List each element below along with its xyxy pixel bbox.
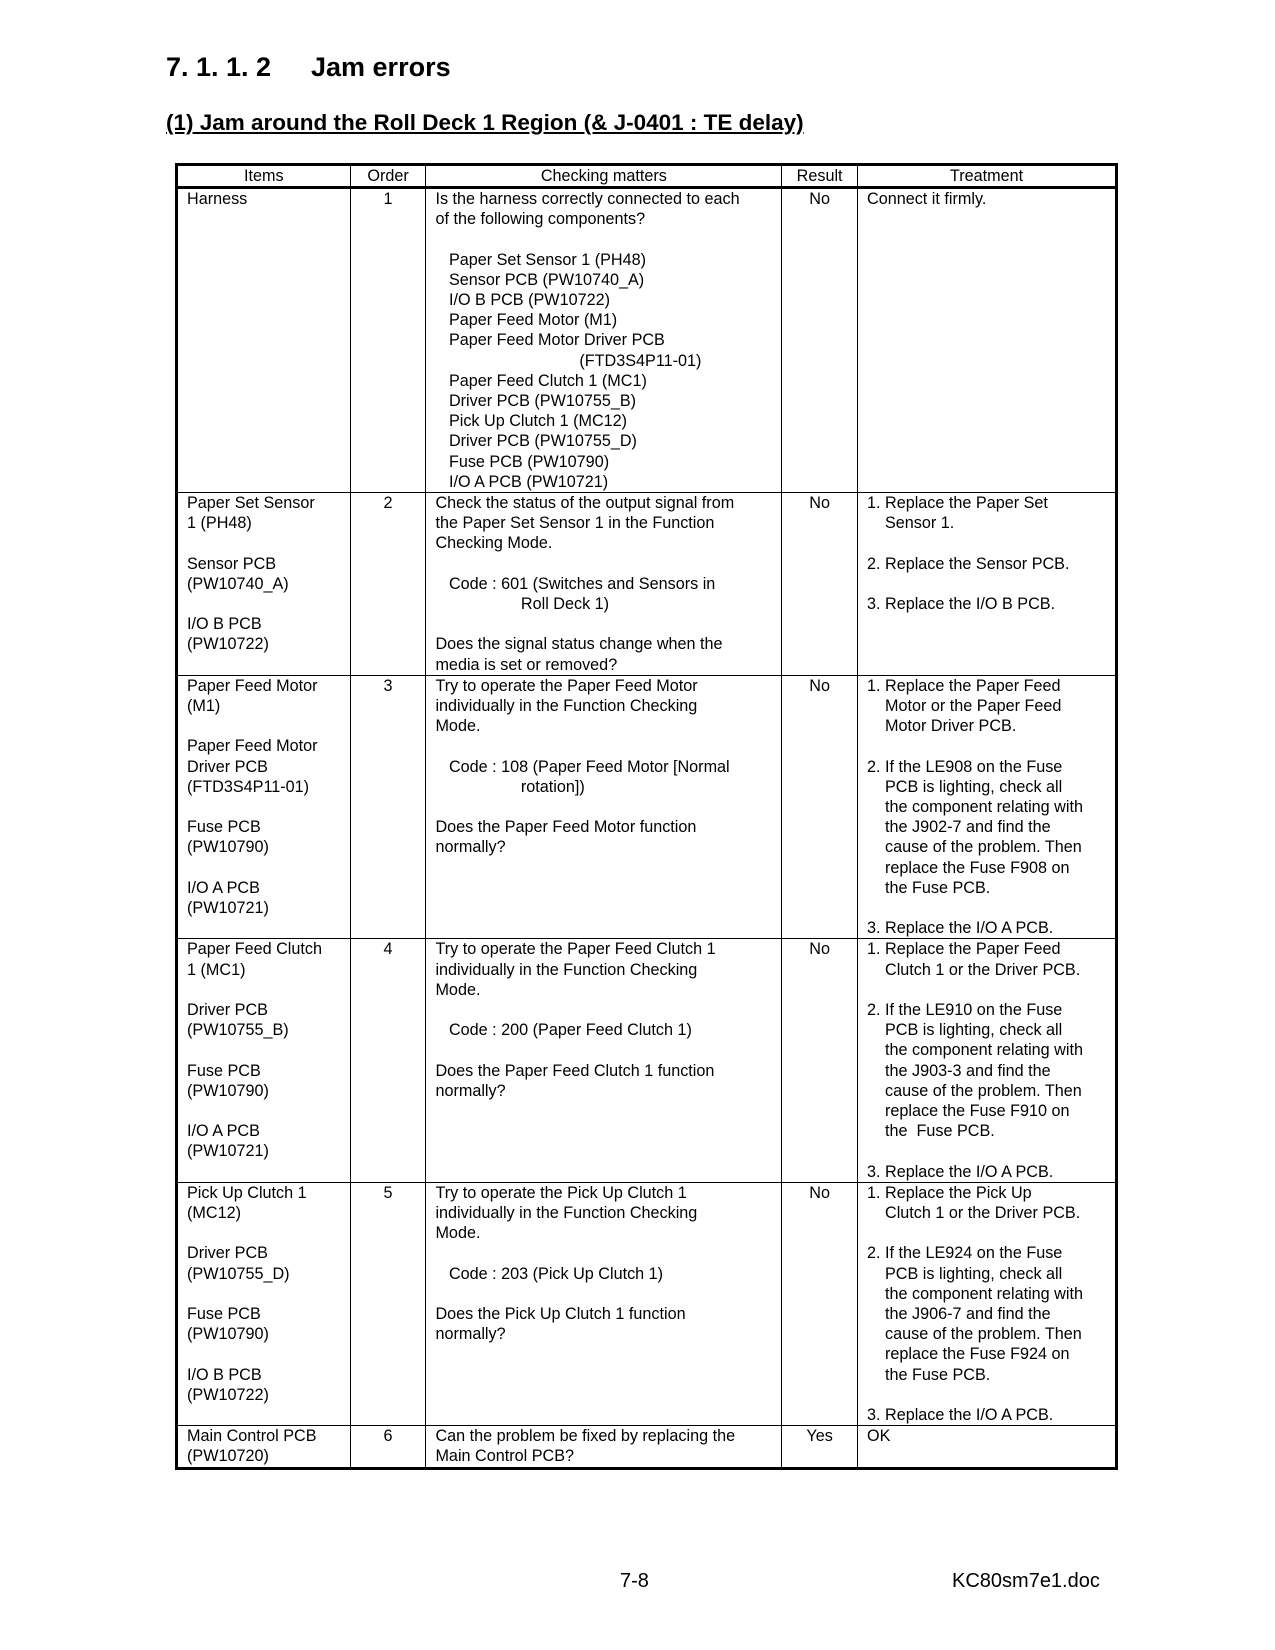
treatment-cell-line — [867, 574, 1106, 594]
treatment-cell-line: the J903-3 and find the — [867, 1061, 1051, 1080]
items-cell-line: I/O A PCB — [187, 1122, 260, 1141]
checking-matters-cell-line: Code : 601 (Switches and Sensors in — [435, 574, 716, 593]
items-cell-line: Harness — [187, 190, 248, 208]
treatment-cell — [858, 939, 1117, 1182]
items-cell-line: 1 (MC1) — [187, 960, 246, 979]
items-cell — [177, 675, 351, 939]
items-cell-line: Paper Feed Motor — [187, 676, 318, 695]
checking-matters-cell-line: normally? — [435, 1325, 506, 1344]
treatment-cell-line: cause of the problem. Then — [867, 1081, 1082, 1100]
items-cell-line: (PW10721) — [187, 1142, 269, 1161]
treatment-cell-line: cause of the problem. Then — [867, 838, 1082, 857]
order-cell: 1 — [350, 188, 426, 493]
checking-matters-cell-line: (FTD3S4P11-01) — [435, 351, 702, 370]
checking-matters-cell-line: Pick Up Clutch 1 (MC12) — [435, 412, 628, 431]
checking-matters-cell-line: Paper Set Sensor 1 (PH48) — [435, 250, 646, 269]
checking-matters-cell-line: the Paper Set Sensor 1 in the Function — [435, 514, 715, 533]
checking-matters-cell-line: of the following components? — [435, 210, 646, 229]
items-cell-line: Paper Feed Motor — [187, 737, 318, 756]
checking-matters-cell-line: Driver PCB (PW10755_D) — [435, 432, 637, 451]
table-row — [177, 939, 1117, 1182]
treatment-cell-line: Sensor 1. — [867, 514, 955, 533]
checking-matters-cell-line: individually in the Function Checking — [435, 960, 698, 979]
table-row — [177, 493, 1117, 676]
checking-matters-cell — [426, 188, 782, 493]
checking-matters-cell-line — [435, 1040, 772, 1060]
treatment-cell-line: 2. If the LE910 on the Fuse — [867, 1001, 1063, 1020]
checking-matters-cell-line: Does the Paper Feed Motor function — [435, 818, 697, 837]
checking-matters-cell-line — [435, 736, 772, 756]
items-cell — [177, 939, 351, 1182]
checking-matters-cell-line: Can the problem be fixed by replacing the — [435, 1427, 736, 1446]
order-cell: 5 — [350, 1182, 426, 1425]
treatment-cell-line: 1. Replace the Paper Feed — [867, 676, 1061, 695]
treatment-cell-line: the Fuse PCB. — [867, 878, 991, 897]
items-cell-line: (M1) — [187, 697, 221, 716]
checking-matters-cell-line: Code : 108 (Paper Feed Motor [Normal — [435, 757, 730, 776]
checking-matters-cell-line — [435, 1000, 772, 1020]
table-row — [177, 188, 1117, 493]
treatment-cell-line: 3. Replace the I/O A PCB. — [867, 1162, 1054, 1181]
result-cell: No — [782, 675, 858, 939]
checking-matters-cell-line: Sensor PCB (PW10740_A) — [435, 270, 645, 289]
items-cell-line: I/O B PCB — [187, 615, 262, 634]
treatment-cell — [858, 675, 1117, 939]
items-cell-line: (PW10790) — [187, 838, 269, 857]
checking-matters-cell-line — [435, 797, 772, 817]
result-cell: No — [782, 1182, 858, 1425]
items-cell-line — [187, 1284, 341, 1304]
items-cell-line — [187, 594, 341, 614]
table-body — [177, 188, 1117, 1469]
treatment-cell-line: Clutch 1 or the Driver PCB. — [867, 1204, 1081, 1223]
items-cell-line: I/O A PCB — [187, 878, 260, 897]
checking-matters-cell-line: Roll Deck 1) — [435, 595, 610, 614]
checking-matters-cell-line: Does the Paper Feed Clutch 1 function — [435, 1061, 715, 1080]
items-cell-line — [187, 1223, 341, 1243]
checking-matters-cell — [426, 493, 782, 676]
table-row — [177, 675, 1117, 939]
items-cell-line: Fuse PCB — [187, 818, 261, 837]
items-cell-line — [187, 1344, 341, 1364]
checking-matters-cell-line — [435, 614, 772, 634]
items-cell-line: Driver PCB — [187, 1001, 268, 1020]
checking-matters-cell-line: Code : 200 (Paper Feed Clutch 1) — [435, 1021, 692, 1040]
treatment-cell-line: the component relating with — [867, 1284, 1083, 1303]
checking-matters-cell — [426, 675, 782, 939]
order-cell: 6 — [350, 1426, 426, 1468]
table-row — [177, 1182, 1117, 1425]
items-cell-line — [187, 1040, 341, 1060]
treatment-cell-line: 3. Replace the I/O A PCB. — [867, 1406, 1054, 1425]
checking-matters-cell-line: Fuse PCB (PW10790) — [435, 452, 610, 471]
items-cell-line: Paper Feed Clutch — [187, 940, 322, 959]
checking-matters-cell-line: Checking Mode. — [435, 534, 553, 553]
items-cell-line — [187, 858, 341, 878]
treatment-cell-line: replace the Fuse F910 on — [867, 1102, 1070, 1121]
treatment-cell-line: Motor or the Paper Feed — [867, 697, 1062, 716]
order-cell: 4 — [350, 939, 426, 1182]
treatment-cell-line — [867, 1223, 1106, 1243]
items-cell-line: (MC12) — [187, 1204, 241, 1223]
order-cell: 2 — [350, 493, 426, 676]
checking-matters-cell-line: normally? — [435, 838, 506, 857]
subsection-title: (1) Jam around the Roll Deck 1 Region (& J-0401 : TE delay) — [166, 110, 804, 135]
checking-matters-cell — [426, 1426, 782, 1468]
checking-matters-cell-line: Code : 203 (Pick Up Clutch 1) — [435, 1264, 664, 1283]
checking-matters-cell — [426, 939, 782, 1182]
checking-matters-cell-line: I/O B PCB (PW10722) — [435, 291, 610, 309]
items-cell-line: 1 (PH48) — [187, 514, 252, 533]
items-cell-line: (PW10721) — [187, 899, 269, 918]
treatment-cell-line: the Fuse PCB. — [867, 1122, 995, 1141]
items-cell-line — [187, 533, 341, 553]
treatment-cell-line — [867, 980, 1106, 1000]
treatment-cell-line: replace the Fuse F924 on — [867, 1345, 1070, 1364]
items-cell-line: Driver PCB — [187, 757, 268, 776]
checking-matters-cell-line: Does the Pick Up Clutch 1 function — [435, 1305, 686, 1324]
items-cell-line: Pick Up Clutch 1 — [187, 1183, 307, 1202]
checking-matters-cell-line: rotation]) — [435, 777, 585, 796]
result-cell: Yes — [782, 1426, 858, 1468]
checking-matters-cell-line: Driver PCB (PW10755_B) — [435, 392, 637, 411]
checking-matters-cell-line: Mode. — [435, 717, 481, 736]
treatment-cell-line: 1. Replace the Paper Feed — [867, 940, 1061, 959]
items-cell-line: (PW10755_B) — [187, 1021, 289, 1040]
treatment-cell — [858, 1426, 1117, 1468]
treatment-cell-line: Connect it firmly. — [867, 190, 987, 208]
treatment-cell — [858, 188, 1117, 493]
items-cell-line: (PW10722) — [187, 635, 269, 654]
treatment-cell-line: the component relating with — [867, 1041, 1083, 1060]
treatment-cell-line: PCB is lighting, check all — [867, 1264, 1063, 1283]
items-cell-line: (PW10740_A) — [187, 574, 289, 593]
result-cell: No — [782, 493, 858, 676]
items-cell-line: Main Control PCB — [187, 1427, 317, 1446]
checking-matters-cell-line: Try to operate the Paper Feed Motor — [435, 676, 698, 695]
items-cell-line: (PW10790) — [187, 1325, 269, 1344]
checking-matters-cell-line: Try to operate the Paper Feed Clutch 1 — [435, 940, 716, 959]
section-title: Jam errors — [311, 52, 451, 82]
treatment-cell-line: 2. Replace the Sensor PCB. — [867, 554, 1070, 573]
checking-matters-cell-line: I/O A PCB (PW10721) — [435, 472, 609, 491]
items-cell-line — [187, 716, 341, 736]
checking-matters-cell-line — [435, 1284, 772, 1304]
column-header-result: Result — [782, 165, 858, 188]
treatment-cell-line — [867, 1385, 1106, 1405]
treatment-cell-line: the J902-7 and find the — [867, 818, 1051, 837]
checking-matters-cell-line — [435, 554, 772, 574]
checking-matters-cell — [426, 1182, 782, 1425]
checking-matters-cell-line: Does the signal status change when the — [435, 635, 723, 654]
section-heading — [166, 52, 451, 83]
items-cell — [177, 493, 351, 676]
treatment-cell-line: PCB is lighting, check all — [867, 777, 1063, 796]
page-number: 7-8 — [620, 1570, 649, 1592]
checking-matters-cell-line: Paper Feed Motor (M1) — [435, 311, 618, 330]
treatment-cell-line: Motor Driver PCB. — [867, 717, 1017, 736]
items-cell-line — [187, 980, 341, 1000]
jam-troubleshooting-table — [175, 163, 1118, 1470]
items-cell-line: (FTD3S4P11-01) — [187, 777, 310, 796]
treatment-cell-line: the J906-7 and find the — [867, 1305, 1051, 1324]
checking-matters-cell-line: Is the harness correctly connected to each — [435, 190, 740, 208]
checking-matters-cell-line: normally? — [435, 1081, 506, 1100]
items-cell-line: I/O B PCB — [187, 1365, 262, 1384]
items-cell-line: (PW10755_D) — [187, 1264, 290, 1283]
items-cell-line: (PW10722) — [187, 1385, 269, 1404]
column-header-checking-matters: Checking matters — [426, 165, 782, 188]
treatment-cell-line — [867, 1141, 1106, 1161]
checking-matters-cell-line: individually in the Function Checking — [435, 1204, 698, 1223]
checking-matters-cell-line: Check the status of the output signal from — [435, 494, 735, 513]
items-cell — [177, 188, 351, 493]
checking-matters-cell-line: Main Control PCB? — [435, 1447, 575, 1466]
table-header-row — [177, 165, 1117, 188]
treatment-cell-line: the Fuse PCB. — [867, 1365, 991, 1384]
document-filename: KC80sm7e1.doc — [952, 1570, 1100, 1592]
items-cell-line: Paper Set Sensor — [187, 494, 315, 513]
table-row — [177, 1426, 1117, 1468]
items-cell-line: Driver PCB — [187, 1244, 268, 1263]
order-cell: 3 — [350, 675, 426, 939]
checking-matters-cell-line — [435, 229, 772, 249]
treatment-cell-line: Clutch 1 or the Driver PCB. — [867, 960, 1081, 979]
items-cell-line: (PW10790) — [187, 1081, 269, 1100]
treatment-cell-line — [867, 736, 1106, 756]
checking-matters-cell-line: Try to operate the Pick Up Clutch 1 — [435, 1183, 687, 1202]
items-cell-line: (PW10720) — [187, 1447, 269, 1466]
checking-matters-cell-line: Mode. — [435, 1224, 481, 1243]
treatment-cell-line: 1. Replace the Paper Set — [867, 494, 1048, 513]
treatment-cell-line: OK — [867, 1427, 891, 1446]
treatment-cell-line: 3. Replace the I/O A PCB. — [867, 919, 1054, 938]
column-header-treatment: Treatment — [858, 165, 1117, 188]
items-cell-line: Fuse PCB — [187, 1061, 261, 1080]
items-cell-line: Fuse PCB — [187, 1305, 261, 1324]
treatment-cell — [858, 493, 1117, 676]
section-number: 7. 1. 1. 2 — [166, 52, 272, 82]
items-cell — [177, 1426, 351, 1468]
treatment-cell-line — [867, 898, 1106, 918]
treatment-cell-line: the component relating with — [867, 798, 1083, 817]
treatment-cell-line: 3. Replace the I/O B PCB. — [867, 595, 1056, 614]
column-header-order: Order — [350, 165, 426, 188]
result-cell: No — [782, 939, 858, 1182]
treatment-cell-line: replace the Fuse F908 on — [867, 858, 1070, 877]
checking-matters-cell-line: Paper Feed Clutch 1 (MC1) — [435, 371, 647, 390]
treatment-cell — [858, 1182, 1117, 1425]
treatment-cell-line: 2. If the LE924 on the Fuse — [867, 1244, 1063, 1263]
treatment-cell-line — [867, 533, 1106, 553]
checking-matters-cell-line — [435, 1243, 772, 1263]
treatment-cell-line: 2. If the LE908 on the Fuse — [867, 757, 1063, 776]
items-cell — [177, 1182, 351, 1425]
items-cell-line — [187, 1101, 341, 1121]
checking-matters-cell-line: media is set or removed? — [435, 655, 618, 674]
checking-matters-cell-line: Paper Feed Motor Driver PCB — [435, 331, 665, 350]
checking-matters-cell-line: individually in the Function Checking — [435, 697, 698, 716]
treatment-cell-line: cause of the problem. Then — [867, 1325, 1082, 1344]
checking-matters-cell-line: Mode. — [435, 980, 481, 999]
items-cell-line: Sensor PCB — [187, 554, 277, 573]
treatment-cell-line: 1. Replace the Pick Up — [867, 1183, 1032, 1202]
items-cell-line — [187, 797, 341, 817]
column-header-items: Items — [177, 165, 351, 188]
result-cell: No — [782, 188, 858, 493]
treatment-cell-line: PCB is lighting, check all — [867, 1021, 1063, 1040]
